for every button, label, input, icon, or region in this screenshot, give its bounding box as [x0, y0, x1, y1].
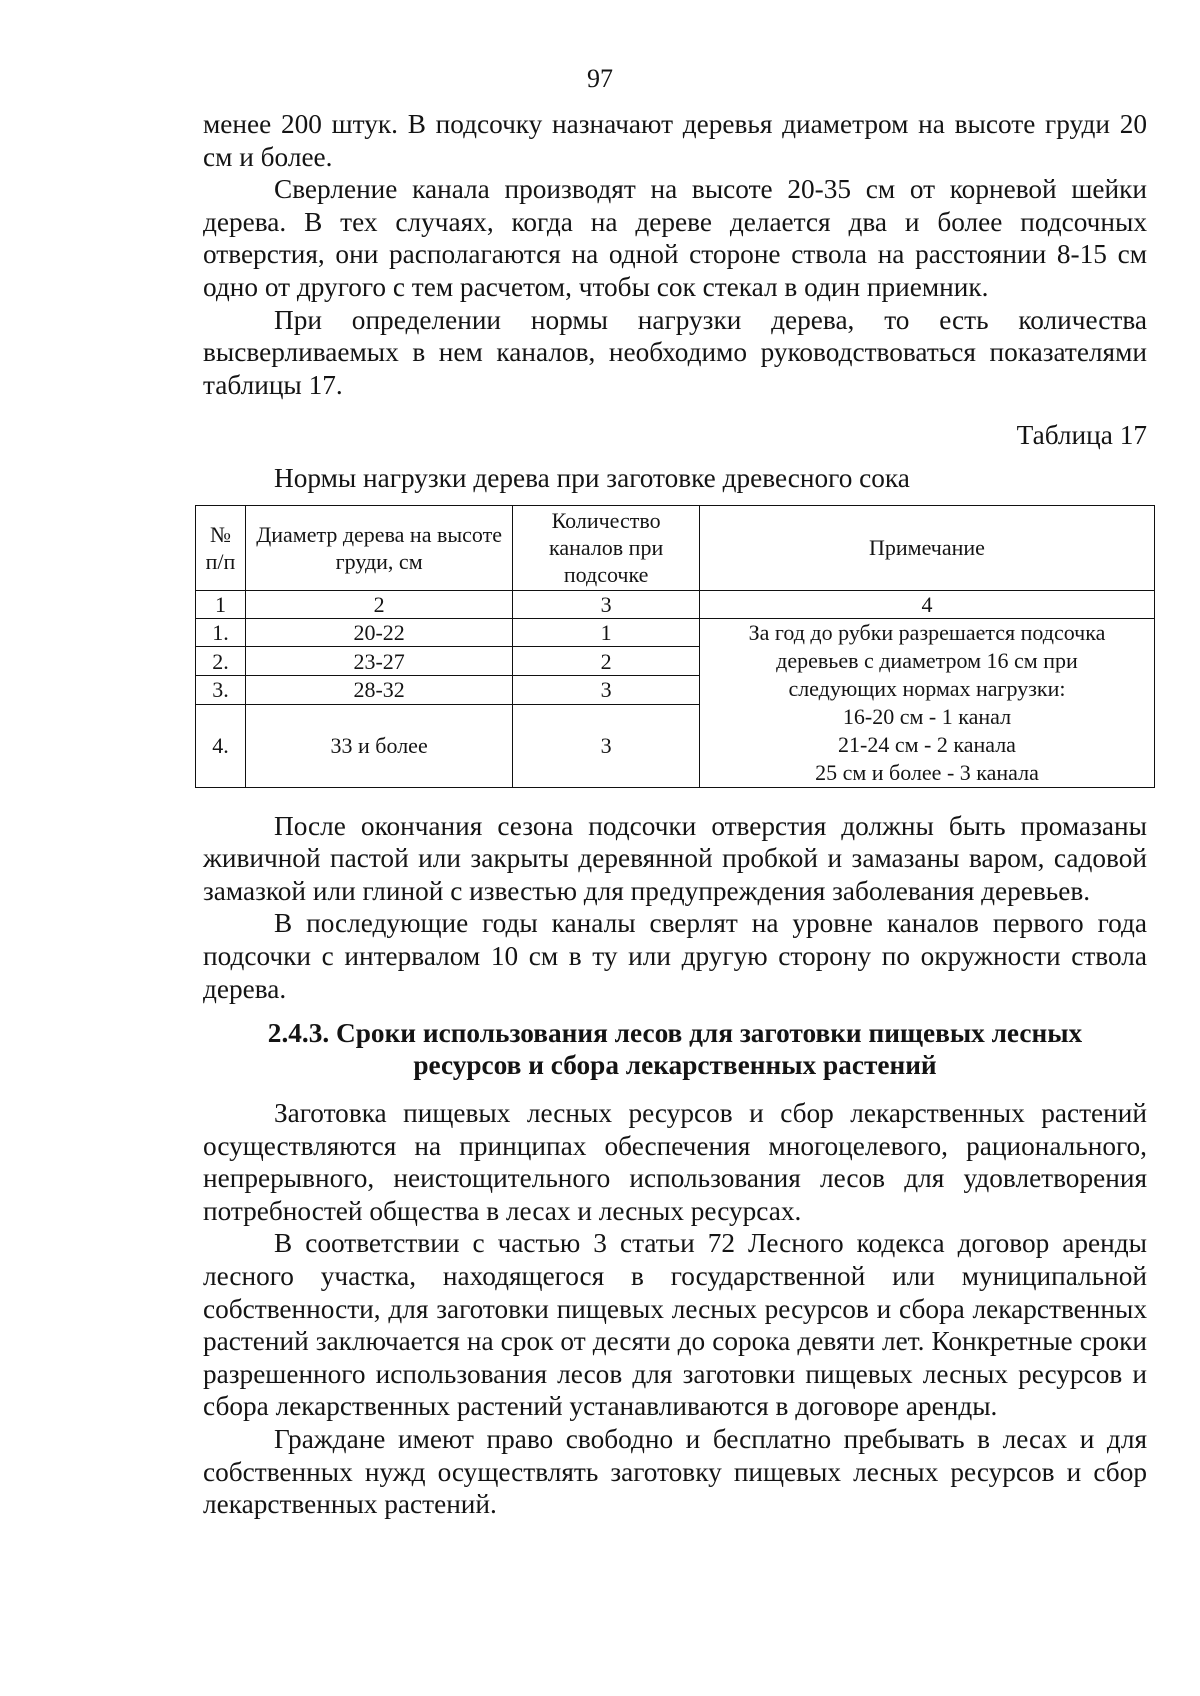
channels-cell: 3 — [513, 675, 700, 704]
paragraph: Граждане имеют право свободно и бесплатно пребывать в лесах и для собственных нужд осуществлять заготовку пищевых лесных ресурсов и сбор лекарственных растений. — [203, 1424, 1147, 1520]
note-line: следующих нормах нагрузки: — [788, 675, 1066, 701]
channels-cell: 2 — [513, 647, 700, 676]
note-cell — [699, 618, 1154, 787]
paragraph: Сверление канала производят на высоте 20-35 см от корневой шейки дерева. В тех случаях, когда на дереве делается два и более подсочных отверстия, они располагаются на одной стороне ствола на расстоянии 8-15 см одно от другого с тем расчетом, чтобы сок стекал в один приемник. — [203, 174, 1147, 302]
table-label: Таблица 17 — [1016, 420, 1147, 451]
note-line: За год до рубки разрешается подсочка — [748, 619, 1106, 645]
page-number: 97 — [587, 64, 613, 93]
table-row — [196, 618, 1155, 647]
section-title: 2.4.3. Сроки использования лесов для заготовки пищевых лесных ресурсов и сбора лекарственных растений — [267, 1018, 1083, 1081]
column-number-row — [196, 590, 1155, 618]
load-norms-table — [195, 505, 1155, 788]
column-number-cell: 4 — [699, 590, 1154, 618]
page-content — [203, 108, 1147, 1521]
paragraph: менее 200 штук. В подсочку назначают деревья диаметром на высоте груди 20 см и более. — [203, 109, 1147, 172]
diameter-cell: 20-22 — [245, 618, 512, 647]
note-line: 16-20 см - 1 канал — [842, 703, 1012, 729]
diameter-cell: 23-27 — [245, 647, 512, 676]
table-header-row — [196, 505, 1155, 590]
row-number-cell: 1. — [196, 618, 246, 647]
column-number-cell: 2 — [245, 590, 512, 618]
column-number-cell: 1 — [196, 590, 246, 618]
note-line: 25 см и более - 3 канала — [815, 759, 1039, 785]
column-number-cell: 3 — [513, 590, 700, 618]
header-cell: Диаметр дерева на высоте груди, см — [245, 505, 512, 590]
paragraph: При определении нормы нагрузки дерева, то есть количества высверливаемых в нем каналов, необходимо руководствоваться показателями таблицы 17. — [203, 304, 1147, 400]
paragraph: После окончания сезона подсочки отверстия должны быть промазаны живичной пастой или закрыты деревянной пробкой и замазаны варом, садовой замазкой или глиной с известью для предупреждения заболевания деревьев. — [203, 810, 1147, 906]
row-number-cell: 2. — [196, 647, 246, 676]
diameter-cell: 28-32 — [245, 675, 512, 704]
paragraph: В последующие годы каналы сверлят на уровне каналов первого года подсочки с интервалом 10 см в ту или другую сторону по окружности ствола дерева. — [203, 908, 1147, 1004]
table-caption: Нормы нагрузки дерева при заготовке древесного сока — [274, 462, 910, 493]
channels-cell: 3 — [513, 704, 700, 787]
paragraph: В соответствии с частью 3 статьи 72 Лесного кодекса договор аренды лесного участка, находящегося в государственной или муниципальной собственности, для заготовки пищевых лесных ресурсов и сбора лекарственных растений заключается на срок от десяти до сорока девяти лет. Конкретные сроки разрешенного использования лесов для заготовки пищевых лесных ресурсов и сбора лекарственных растений устанавливаются в договоре аренды. — [203, 1228, 1147, 1422]
note-line: деревьев с диаметром 16 см при — [776, 647, 1078, 673]
paragraph: Заготовка пищевых лесных ресурсов и сбор лекарственных растений осуществляются на принципах обеспечения многоцелевого, рационального, непрерывного, неистощительного использования лесов для удовлетворения потребностей общества в лесах и лесных ресурсах. — [203, 1098, 1147, 1226]
diameter-cell: 33 и более — [245, 704, 512, 787]
channels-cell: 1 — [513, 618, 700, 647]
note-line: 21-24 см - 2 канала — [838, 731, 1016, 757]
row-number-cell: 3. — [196, 675, 246, 704]
table-wrapper — [195, 505, 1155, 788]
header-cell: Примечание — [699, 505, 1154, 590]
header-cell: № п/п — [196, 505, 246, 590]
after-table-section — [203, 810, 1147, 1006]
header-cell: Количество каналов при подсочке — [513, 505, 700, 590]
row-number-cell: 4. — [196, 704, 246, 787]
